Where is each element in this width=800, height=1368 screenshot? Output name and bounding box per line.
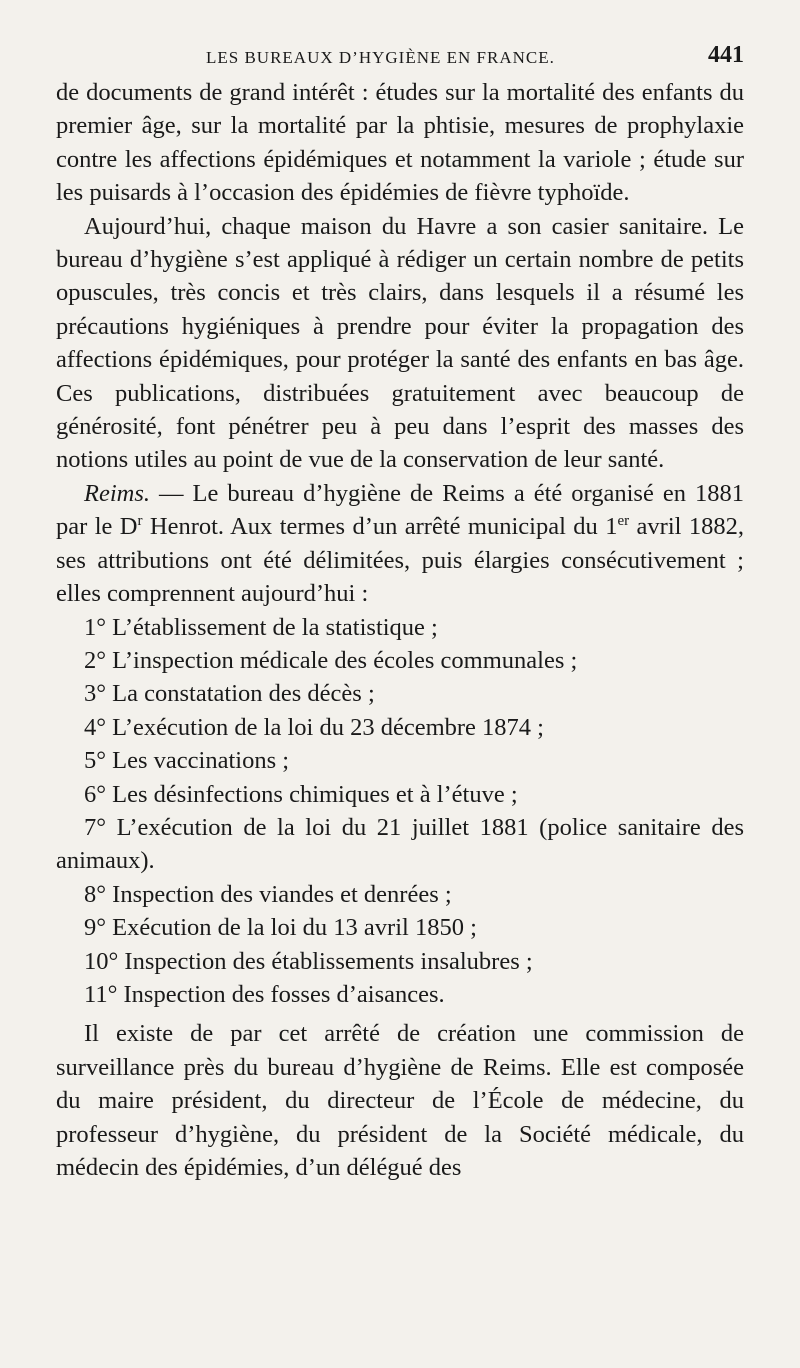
list-item: 9° Exécution de la loi du 13 avril 1850 ;: [84, 914, 477, 942]
paragraph-reims: [56, 477, 744, 611]
list-item: 4° L’exécution de la loi du 23 décembre 1874 ;: [84, 713, 544, 741]
city-name: Reims.: [84, 479, 150, 507]
paragraph-commission: Il existe de par cet arrêté de création une commission de surveillance près du bureau d’hygiène de Reims. Elle est composée du maire président, du directeur de l’École de médecine, du professeur d’hygiène, du président de la Société médicale, du médecin des épidémies, d’un délégué des: [56, 1020, 744, 1181]
reims-text-b: Henrot. Aux termes d’un arrêté municipal du 1: [142, 513, 618, 541]
paragraph-havre: Aujourd’hui, chaque maison du Havre a son casier sanitaire. Le bureau d’hygiène s’est appliqué à rédiger un certain nombre de petits opuscules, très concis et très clairs, dans lesquels il a résumé les précautions hygiéniques à prendre pour éviter la propagation des affections épidémiques, pour protéger la santé des enfants en bas âge. Ces publications, distribuées gratuitement avec beaucoup de générosité, font pénétrer peu à peu dans l’esprit des masses des notions utiles au point de vue de la conservation de leur santé.: [56, 212, 744, 474]
list-item: 2° L’inspection médicale des écoles communales ;: [84, 646, 578, 674]
list-item: 8° Inspection des viandes et denrées ;: [84, 880, 452, 908]
list-item: 6° Les désinfections chimiques et à l’étuve ;: [84, 780, 518, 808]
paragraph-continuation: de documents de grand intérêt : études sur la mortalité des enfants du premier âge, sur la mortalité par la phtisie, mesures de prophylaxie contre les affections épidémiques et notamment la variole ; étude sur les puisards à l’occasion des épidémies de fièvre typhoïde.: [56, 79, 744, 207]
list-item: 3° La constatation des décès ;: [84, 680, 375, 708]
list-item: 5° Les vaccinations ;: [84, 747, 290, 775]
list-item: 10° Inspection des établissements insalubres ;: [84, 947, 533, 975]
list-item: 11° Inspection des fosses d’aisances.: [84, 980, 445, 1008]
superscript-er: er: [617, 513, 630, 530]
reims-text-a: — Le bureau d’hygiène de Reims a été organisé en 1881 par le D: [56, 479, 744, 541]
page-number: 441: [708, 42, 744, 68]
running-title: LES BUREAUX D’HYGIÈNE EN FRANCE.: [206, 48, 555, 67]
list-item: 1° L’établissement de la statistique ;: [84, 613, 438, 641]
page-body: [56, 76, 744, 1184]
reims-text-c: avril 1882, ses attributions ont été délimitées, puis élargies consécutivement ; elles comprennent aujourd’hui :: [56, 513, 744, 608]
list-item: 7° L’exécution de la loi du 21 juillet 1881 (police sanitaire des animaux).: [56, 813, 744, 875]
superscript-dr: r: [137, 513, 143, 530]
page-header: [56, 40, 744, 76]
